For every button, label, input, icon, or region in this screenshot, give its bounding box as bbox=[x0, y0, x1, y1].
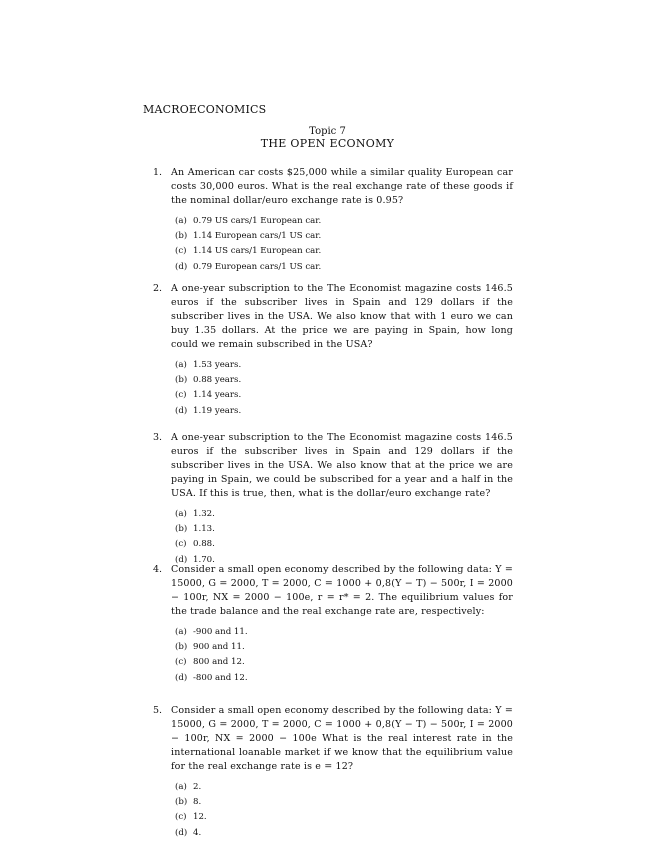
option-list bbox=[171, 214, 513, 275]
question-number: 3. bbox=[153, 432, 163, 443]
option-b bbox=[175, 373, 513, 388]
option-list bbox=[171, 625, 513, 686]
option-text: -900 and 11. bbox=[193, 627, 248, 637]
option-b bbox=[175, 522, 513, 537]
question-text: Consider a small open economy described by the following data: Y = 15000, G = 2000, T = 2000, C = 1000 + 0,8(Y − T) − 500r, I = 2000 − 100r, NX = 2000 − 100e What is the real interest rate in the international loanable market if we know that the equilibrium value for the real exchange rate is e = 12? bbox=[171, 705, 513, 772]
option-label: (c) bbox=[175, 390, 187, 401]
option-label: (a) bbox=[175, 509, 187, 519]
option-text: 4. bbox=[193, 827, 202, 838]
option-label: (a) bbox=[175, 627, 187, 637]
question-text: An American car costs $25,000 while a similar quality European car costs 30,000 euros. What is the real exchange rate of these goods if the nominal dollar/euro exchange rate is 0.95? bbox=[171, 167, 513, 206]
option-label: (d) bbox=[175, 827, 188, 838]
option-text: 2. bbox=[193, 782, 202, 792]
option-text: -800 and 12. bbox=[193, 672, 248, 683]
option-a bbox=[175, 780, 513, 795]
option-b bbox=[175, 640, 513, 655]
option-label: (b) bbox=[175, 231, 188, 242]
option-label: (a) bbox=[175, 216, 187, 226]
option-label: (d) bbox=[175, 261, 188, 272]
option-text: 1.13. bbox=[193, 524, 215, 535]
option-text: 900 and 11. bbox=[193, 642, 245, 653]
option-c bbox=[175, 655, 513, 670]
option-text: 12. bbox=[193, 812, 207, 823]
question-number: 2. bbox=[153, 283, 163, 294]
topic-number: Topic 7 bbox=[309, 126, 346, 137]
option-text: 1.70. bbox=[193, 554, 215, 565]
question-3 bbox=[143, 431, 513, 563]
question-list bbox=[143, 166, 513, 844]
option-b bbox=[175, 229, 513, 244]
option-label: (c) bbox=[175, 657, 187, 668]
option-text: 800 and 12. bbox=[193, 657, 245, 668]
course-header: MACROECONOMICS bbox=[143, 103, 267, 116]
option-text: 0.88. bbox=[193, 539, 215, 550]
option-label: (c) bbox=[175, 246, 187, 257]
option-label: (a) bbox=[175, 782, 187, 792]
option-c bbox=[175, 244, 513, 259]
topic-title: THE OPEN ECONOMY bbox=[260, 137, 395, 150]
option-b bbox=[175, 795, 513, 810]
option-list bbox=[171, 358, 513, 419]
option-label: (c) bbox=[175, 539, 187, 550]
option-text: 1.32. bbox=[193, 509, 215, 519]
option-text: 1.53 years. bbox=[193, 360, 242, 370]
option-text: 1.14 European cars/1 US car. bbox=[193, 231, 322, 242]
question-4 bbox=[143, 563, 513, 704]
question-number: 5. bbox=[153, 705, 163, 716]
option-a bbox=[175, 625, 513, 640]
question-2 bbox=[143, 282, 513, 431]
option-list bbox=[171, 507, 513, 568]
question-text: A one-year subscription to the The Economist magazine costs 146.5 euros if the subscriber lives in Spain and 129 dollars if the subscriber lives in the USA. We also know that at the price we are paying in Spain, we could be subscribed for a year and a half in the USA. If this is true, then, what is the dollar/euro exchange rate? bbox=[171, 432, 513, 499]
option-c bbox=[175, 537, 513, 552]
option-text: 0.79 US cars/1 European car. bbox=[193, 216, 322, 226]
option-d bbox=[175, 260, 513, 275]
option-text: 1.19 years. bbox=[193, 405, 242, 416]
option-label: (c) bbox=[175, 812, 187, 823]
option-text: 0.79 European cars/1 US car. bbox=[193, 261, 322, 272]
option-c bbox=[175, 388, 513, 403]
option-a bbox=[175, 214, 513, 229]
question-number: 4. bbox=[153, 564, 163, 575]
option-label: (b) bbox=[175, 642, 188, 653]
option-d bbox=[175, 826, 513, 841]
question-5 bbox=[143, 704, 513, 844]
option-text: 1.14 US cars/1 European car. bbox=[193, 246, 322, 257]
option-text: 8. bbox=[193, 797, 202, 808]
option-label: (b) bbox=[175, 797, 188, 808]
question-1 bbox=[143, 166, 513, 282]
question-text: A one-year subscription to the The Economist magazine costs 146.5 euros if the subscriber lives in Spain and 129 dollars if the subscriber lives in the USA. We also know that with 1 euro we can buy 1.35 dollars. At the price we are paying in Spain, how long could we remain subscribed in the USA? bbox=[171, 283, 513, 350]
option-label: (b) bbox=[175, 524, 188, 535]
option-label: (d) bbox=[175, 405, 188, 416]
question-text: Consider a small open economy described by the following data: Y = 15000, G = 2000, T = 2000, C = 1000 + 0,8(Y − T) − 500r, I = 2000 − 100r, NX = 2000 − 100e, r = r* = 2. The equilibrium values for the trade balance and the real exchange rate are, respectively: bbox=[171, 564, 513, 617]
option-list bbox=[171, 780, 513, 841]
question-number: 1. bbox=[153, 167, 163, 178]
option-a bbox=[175, 507, 513, 522]
option-text: 1.14 years. bbox=[193, 390, 242, 401]
option-label: (d) bbox=[175, 672, 188, 683]
option-d bbox=[175, 404, 513, 419]
option-label: (d) bbox=[175, 554, 188, 565]
option-label: (b) bbox=[175, 375, 188, 386]
option-c bbox=[175, 810, 513, 825]
option-d bbox=[175, 671, 513, 686]
option-text: 0.88 years. bbox=[193, 375, 242, 386]
option-label: (a) bbox=[175, 360, 187, 370]
option-a bbox=[175, 358, 513, 373]
